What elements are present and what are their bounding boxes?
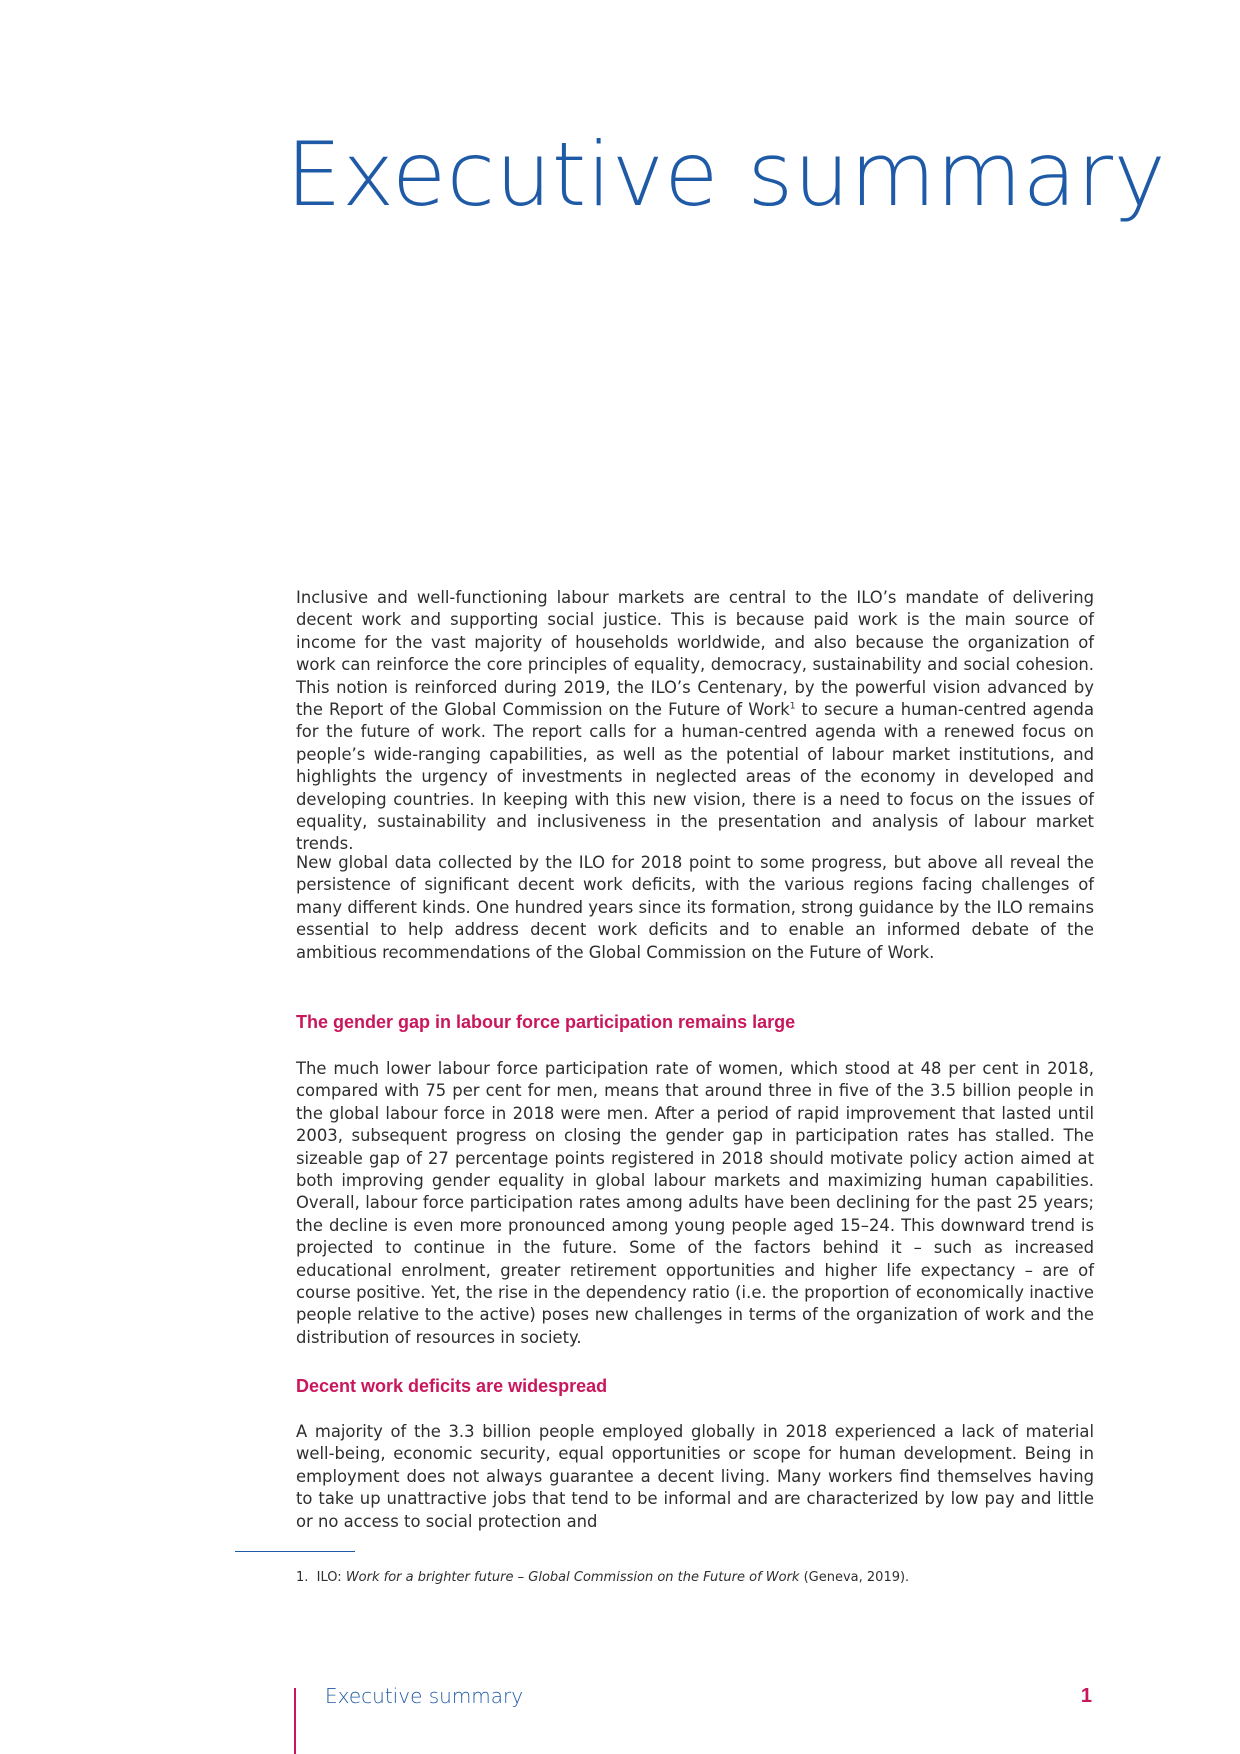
section-gender-gap-paragraph: The much lower labour force participation rate of women, which stood at 48 per cent in 2018, compared with 75 per cent for men, means that around three in five of the 3.5 billion people in the global labour force in 2018 were men. After a period of rapid improvement that lasted until 2003, subsequent progress on closing the gender gap in participation rates has stalled. The sizeable gap of 27 percentage points registered in 2018 should motivate policy action aimed at both improving gender equality in global labour markets and maximizing human capabilities. Overall, labour force participation rates among adults have been declining for the past 25 years; the decline is even more pronounced among young people aged 15–24. This downward trend is projected to continue in the future. Some of the factors behind it – such as increased educational enrolment, greater retirement opportunities and higher life expectancy – are of course positive. Yet, the rise in the dependency ratio (i.e. the proportion of economically inactive people relative to the active) poses new challenges in terms of the organization of work and the distribution of resources in society. [296, 1059, 1094, 1347]
section-heading-decent-work: Decent work deficits are widespread [296, 1376, 608, 1396]
section-heading-gender-gap: The gender gap in labour force participation remains large [296, 1012, 796, 1032]
intro-section [296, 587, 1094, 856]
page-title: Executive summary [286, 123, 1167, 226]
footer-running-title: Executive summary [325, 1684, 524, 1708]
page-number: 1 [1080, 1685, 1092, 1707]
intro-paragraph-1-text: Inclusive and well-functioning labour markets are central to the ILO’s mandate of delivering decent work and supporting social justice. This is because paid work is the main source of income for the vast majority of households worldwide, and also because the organization of work can reinforce the core principles of equality, democracy, sustainability and social cohesion. This notion is reinforced during 2019, the ILO’s Centenary, by the powerful vision advanced by the Report of the Global Commission on the Future of Work [296, 588, 1094, 720]
footnote-marker: 1 [789, 701, 796, 712]
intro-paragraph-2-block [296, 852, 1094, 964]
footnote-prefix: ILO: [316, 1570, 346, 1585]
intro-paragraph-1 [296, 587, 1094, 856]
footnote [296, 1569, 909, 1586]
footnote-suffix: (Geneva, 2019). [799, 1570, 910, 1585]
section-decent-work-paragraph: A majority of the 3.3 billion people employed globally in 2018 experienced a lack of material well-being, economic security, equal opportunities or scope for human development. Being in employment does not always guarantee a decent living. Many workers find themselves having to take up unattractive jobs that tend to be informal and are characterized by low pay and little or no access to social protection and [296, 1422, 1094, 1531]
intro-paragraph-2: New global data collected by the ILO for 2018 point to some progress, but above all reveal the persistence of significant decent work deficits, with the various regions facing challenges of many different kinds. One hundred years since its formation, strong guidance by the ILO remains essential to help address decent work deficits and to enable an informed debate of the ambitious recommendations of the Global Commission on the Future of Work. [296, 853, 1094, 962]
intro-paragraph-1-text-continued: to secure a human-centred agenda for the future of work. The report calls for a human-centred agenda with a renewed focus on people’s wide-ranging capabilities, as well as the potential of labour market institutions, and highlights the urgency of investments in neglected areas of the economy in developed and developing countries. In keeping with this new vision, there is a need to focus on the issues of equality, sustainability and inclusiveness in the presentation and analysis of labour market trends. [296, 700, 1094, 854]
section-decent-work [296, 1421, 1094, 1533]
footnote-number: 1. [296, 1570, 309, 1585]
footnote-divider [235, 1551, 355, 1552]
footnote-title: Work for a brighter future – Global Commission on the Future of Work [345, 1570, 800, 1585]
section-gender-gap [296, 1058, 1094, 1349]
footer-accent-bar [294, 1688, 296, 1754]
